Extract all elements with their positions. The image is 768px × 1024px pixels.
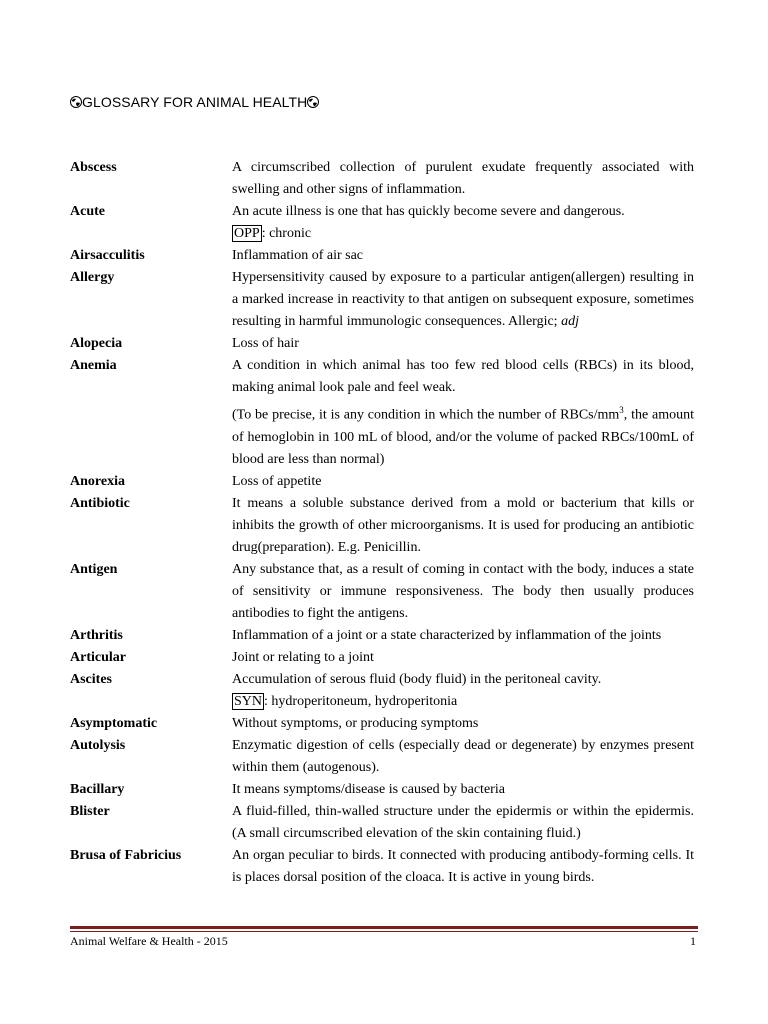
glossary-entry [70,245,694,267]
glossary-definition [232,647,694,669]
glossary-entry [70,471,694,493]
glossary-definition [232,735,694,779]
definition-related [232,223,694,245]
definition-text: Accumulation of serous fluid (body fluid) in the peritoneal cavity. [232,671,602,687]
definition-pos: adj [561,314,579,329]
page-title: GLOSSARY FOR ANIMAL HEALTH [82,94,308,110]
definition-text: It means symptoms/disease is caused by bacteria [232,781,505,797]
glossary-entry [70,801,694,845]
definition-text: Without symptoms, or producing symptoms [232,715,479,731]
glossary-term: Asymptomatic [70,715,158,731]
definition-text: A condition in which animal has too few red blood cells (RBCs) in its blood, making animal look pale and feel weak. [232,358,694,395]
glossary-term: Bacillary [70,781,125,797]
glossary-term: Articular [70,649,126,665]
relation-text: : chronic [261,226,312,241]
definition-text: Joint or relating to a joint [232,649,374,665]
glossary-term: Antibiotic [70,495,130,511]
note-text: , the amount of hemoglobin in 100 mL of blood, and/or the volume of packed RBCs/100mL of blood are less than normal) [232,407,694,467]
glossary-entry [70,201,694,245]
glossary-entry [70,493,694,559]
definition-text: Enzymatic digestion of cells (especially dead or degenerate) by enzymes present within them (autogenous). [232,737,694,775]
definition-text: An organ peculiar to birds. It connected with producing antibody-forming cells. It is places dorsal position of the cloaca. It is active in young birds. [232,847,694,885]
definition-text: Any substance that, as a result of coming in contact with the body, induces a state of sensitivity or immune responsiveness. The body then usually produces antibodies to fight the antigens. [232,561,694,621]
glossary-definition [232,845,694,889]
glossary-term: Antigen [70,561,118,577]
glossary-definition [232,779,694,801]
definition-text: An acute illness is one that has quickly become severe and dangerous. [232,204,625,219]
glossary-term: Brusa of Fabricius [70,847,182,863]
glossary-definition [232,801,694,845]
relation-tag: SYN [234,693,263,709]
glossary-term: Acute [70,204,105,219]
glossary-entry [70,779,694,801]
glossary-term: Arthritis [70,627,123,643]
glossary-entry [70,559,694,625]
glossary-entry [70,625,694,647]
definition-related [232,691,694,713]
glossary-entry [70,355,694,471]
glossary-term: Blister [70,803,110,819]
glossary-term: Abscess [70,160,117,175]
glossary-definition [232,471,694,493]
glossary-term: Allergy [70,270,115,285]
definition-text: A circumscribed collection of purulent exudate frequently associated with swelling and other signs of inflammation. [232,160,694,197]
glossary-term: Autolysis [70,737,126,753]
glossary-list [70,157,694,889]
glossary-entry [70,333,694,355]
note-text: (To be precise, it is any condition in which the number of RBCs/mm [232,407,620,423]
glossary-entry [70,713,694,735]
glossary-definition [232,559,694,625]
glossary-definition [232,157,694,201]
footer-text: Animal Welfare & Health - 2015 [70,934,228,948]
definition-main: Hypersensitivity caused by exposure to a particular antigen(allergen) resulting in a marked increase in reactivity to that antigen on subsequent exposure, sometimes resulting in harmful immunologic consequences. Allergic; [232,270,694,329]
definition-text: It means a soluble substance derived from a mold or bacterium that kills or inhibits the growth of other microorganisms. It is used for producing an antibiotic drug(preparation). E.g. Penicillin. [232,495,694,555]
definition-text: Loss of appetite [232,473,322,489]
glossary-definition [232,713,694,735]
glossary-entry [70,669,694,713]
glossary-term: Alopecia [70,336,123,351]
globe-icon [70,96,82,108]
glossary-term: Ascites [70,671,112,687]
page-title-row [70,94,319,110]
glossary-term: Anemia [70,358,117,373]
glossary-definition [232,669,694,713]
glossary-definition [232,333,694,355]
definition-text: Inflammation of air sac [232,248,364,263]
glossary-definition [232,245,694,267]
page-number: 1 [690,934,696,948]
glossary-definition [232,267,694,333]
glossary-entry [70,647,694,669]
relation-text: : hydroperitoneum, hydroperitonia [264,693,458,709]
glossary-definition [232,355,694,471]
superscript: 3 [619,405,624,415]
definition-text: Loss of hair [232,336,299,351]
footer-rule [70,931,698,932]
relation-tag: OPP [234,226,260,241]
glossary-entry [70,157,694,201]
footer-rule [70,926,698,929]
definition-text: Inflammation of a joint or a state characterized by inflammation of the joints [232,627,662,643]
glossary-definition [232,201,694,245]
definition-note [232,399,694,471]
glossary-definition [232,493,694,559]
glossary-entry [70,267,694,333]
definition-text [232,267,694,333]
globe-icon [307,96,319,108]
glossary-entry [70,735,694,779]
glossary-term: Airsacculitis [70,248,145,263]
glossary-definition [232,625,694,647]
definition-text: A fluid-filled, thin-walled structure under the epidermis or within the epidermis. (A small circumscribed elevation of the skin containing fluid.) [232,803,694,841]
glossary-term: Anorexia [70,473,125,489]
glossary-entry [70,845,694,889]
